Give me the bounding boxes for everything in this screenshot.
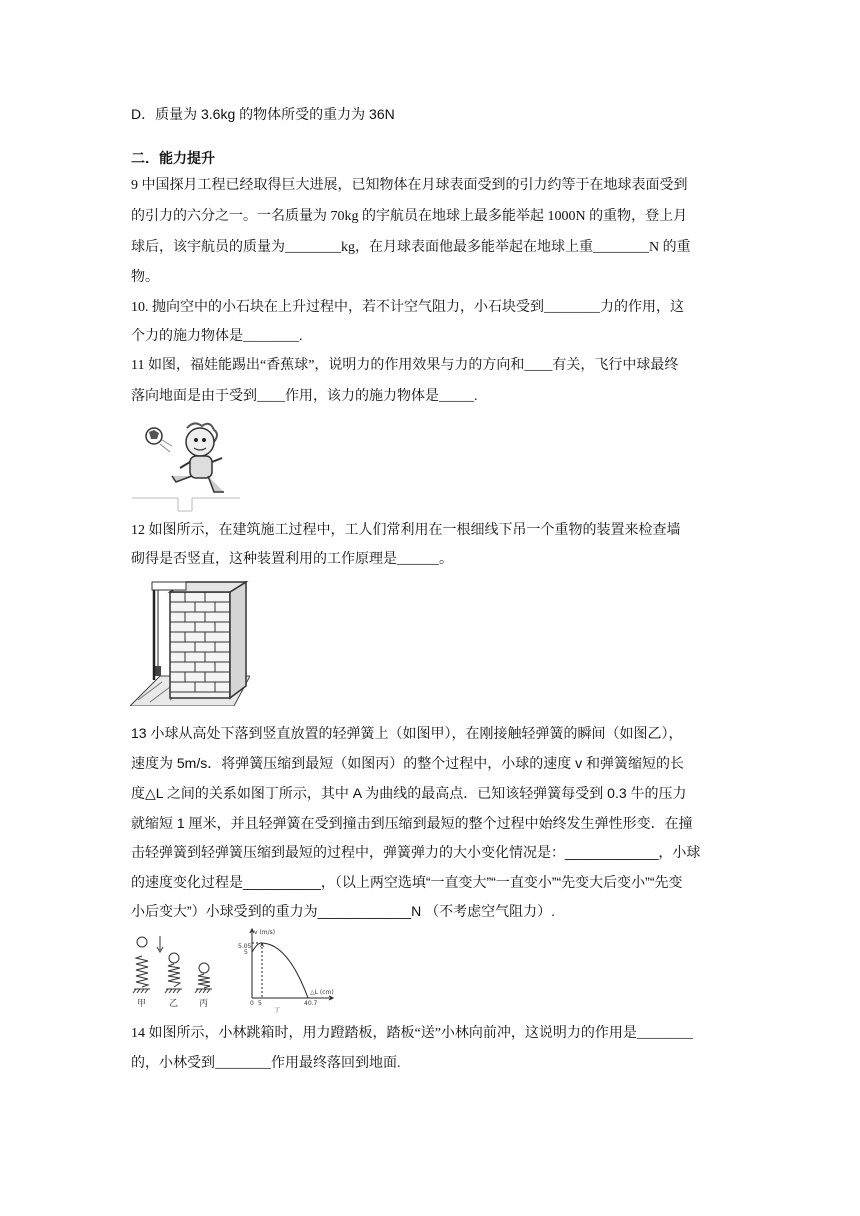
q13-line7: 小后变大”）小球受到的重力为____________N （不考虑空气阻力）. [131, 903, 555, 919]
q10-line1: 10. 抛向空中的小石块在上升过程中，若不计空气阻力，小石块受到________力的作用，这 [131, 300, 684, 315]
q13-line6: 的速度变化过程是__________，（以上两空选填“一直变大”“一直变小”“先变大后变小”“先变 [131, 874, 683, 890]
y-tick-505: 5.05 [238, 943, 252, 950]
q12-line2: 砌得是否竖直，这种装置利用的工作原理是______。 [131, 552, 453, 567]
q9-line4: 物。 [131, 270, 159, 285]
peak-label: A [260, 942, 265, 949]
q13-line4: 就缩短 1 厘米，并且轻弹簧在受到撞击到压缩到最短的整个过程中始终发生弹性形变．在撞 [131, 815, 693, 831]
q9-line1: 9 中国探月工程已经取得巨大进展，已知物体在月球表面受到的引力约等于在地球表面受到 [131, 178, 688, 193]
q9-line3: 球后，该宇航员的质量为________kg，在月球表面他最多能举起在地球上重________N 的重 [131, 240, 691, 255]
label-bing: 丙 [199, 999, 209, 1009]
q14-line1: 14 如图所示，小林跳箱时，用力蹬踏板，踏板“送”小林向前冲，这说明力的作用是________ [131, 1026, 693, 1041]
x-tick-407: 40.7 [304, 1000, 318, 1007]
q11-line1: 11 如图，福娃能踢出“香蕉球”，说明力的作用效果与力的方向和____有关，飞行中球最终 [131, 358, 679, 373]
fuwa-kicking-figure [132, 418, 244, 512]
q12-line1: 12 如图所示，在建筑施工过程中，工人们常利用在一根细线下吊一个重物的装置来检查墙 [131, 523, 681, 538]
q13-line5: 击轻弹簧到轻弹簧压缩到最短的过程中，弹簧弹力的大小变化情况是：____________，小球 [131, 844, 701, 860]
graph-caption: 丁 [274, 1007, 281, 1014]
velocity-compression-graph [230, 926, 350, 1016]
x-axis-label: △L (cm) [310, 989, 334, 996]
q13-line3: 度△L 之间的关系如图丁所示，其中 A 为曲线的最高点．已知该轻弹簧每受到 0.3 牛的压力 [131, 785, 687, 801]
y-axis-label: v (m/s) [254, 929, 276, 936]
label-yi: 乙 [169, 999, 179, 1009]
spring-ball-figure [132, 934, 222, 1014]
x-tick-5: 5 [258, 1000, 262, 1007]
q11-line2: 落向地面是由于受到____作用，该力的施力物体是_____. [131, 389, 478, 404]
q14-line2: 的，小林受到________作用最终落回到地面. [131, 1056, 401, 1071]
q13-line2: 速度为 5m/s．将弹簧压缩到最短（如图丙）的整个过程中，小球的速度 v 和弹簧缩短的长 [131, 755, 685, 771]
brick-wall-plumb-figure [130, 580, 250, 706]
q10-line2: 个力的施力物体是________. [131, 329, 303, 344]
q13-line1: 13 小球从高处下落到竖直放置的轻弹簧上（如图甲），在刚接触轻弹簧的瞬间（如图乙）， [131, 725, 683, 741]
q9-line2: 的引力的六分之一。一名质量为 70kg 的宇航员在地球上最多能举起 1000N 的重物，登上月 [131, 209, 688, 224]
section-heading: 二．能力提升 [131, 150, 215, 166]
y-tick-5: 5 [244, 949, 248, 956]
option-d: D．质量为 3.6kg 的物体所受的重力为 36N [131, 106, 395, 122]
label-jia: 甲 [137, 999, 147, 1009]
x-tick-0: 0 [250, 1000, 254, 1007]
